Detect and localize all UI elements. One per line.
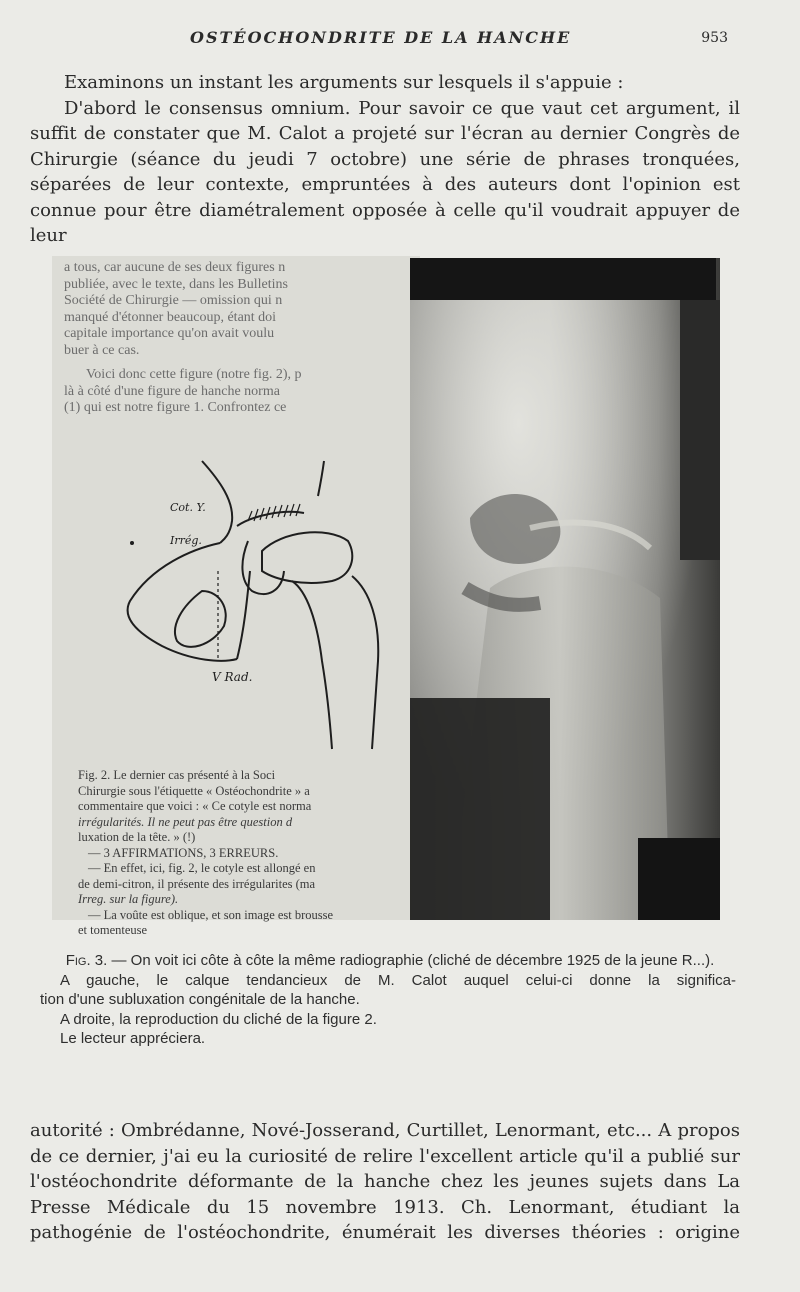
paragraph-3: autorité : Ombrédanne, Nové-Josserand, Curtillet, Lenormant, etc... A propos de ce dernier, j'ai eu la curiosité de relire l'excellent article qu'il a publié sur l'ostéochondrite déformante de la hanche chez les jeunes sujets dans La Presse Médicale du 15 novembre 1913. Ch. Lenormant, étudiant la pathogénie de l'ostéochondrite, énumérait les diverses théories : origine bbox=[30, 1120, 740, 1243]
sketch-label-irregularites: Irrég. bbox=[170, 534, 202, 547]
scan-text bbox=[64, 260, 414, 417]
scan-caption-line: luxation de la tête. » (!) bbox=[78, 830, 196, 844]
femur-shaft-left bbox=[292, 581, 332, 749]
sketch-label-v-rad: V Rad. bbox=[212, 670, 253, 684]
scan-text-line: là à côté d'une figure de hanche norma bbox=[64, 383, 280, 399]
scan-text-line: capitale importance qu'on avait voulu bbox=[64, 326, 275, 341]
caption-line: A gauche, le calque tendancieux de M. Calot auquel celui-ci donne la significa- bbox=[60, 971, 736, 989]
radiograph-image bbox=[410, 258, 720, 920]
pubis-outline bbox=[128, 543, 237, 661]
femur-shaft-right bbox=[352, 576, 378, 749]
scan-text-line: a tous, car aucune de ses deux figures n bbox=[64, 260, 286, 275]
xray-bottom-left-dark bbox=[410, 698, 550, 920]
figure-label: Fig. 3. bbox=[65, 952, 108, 969]
scan-caption bbox=[78, 768, 414, 939]
sketch-label-cotyle: Cot. Y. bbox=[170, 501, 206, 514]
figure-caption-main bbox=[40, 951, 740, 971]
acetabulum-roof bbox=[237, 512, 304, 526]
hip-tracing-sketch bbox=[52, 431, 420, 751]
scan-text-line: Société de Chirurgie — omission qui n bbox=[64, 293, 283, 308]
page-number: 953 bbox=[701, 30, 728, 46]
femoral-head bbox=[262, 532, 352, 583]
scan-text-line: buer à ce cas. bbox=[64, 342, 140, 358]
figure-caption-text: — On voit ici côte à côte la même radiographie (cliché de décembre 1925 de la jeune R...). bbox=[111, 952, 715, 969]
scan-caption-line: Fig. 2. Le dernier cas présenté à la Soci bbox=[78, 768, 276, 782]
caption-line: tion d'une subluxation congénitale de la hanche. bbox=[40, 991, 360, 1008]
scan-text-line: Voici donc cette figure (notre fig. 2), p bbox=[86, 367, 302, 382]
xray-top-band bbox=[410, 258, 716, 300]
scan-caption-line: — La voûte est oblique, et son image est brousse bbox=[88, 907, 334, 922]
running-header bbox=[0, 28, 800, 52]
scan-text-line: publiée, avec le texte, dans les Bulletins bbox=[64, 276, 288, 292]
caption-line: Le lecteur appréciera. bbox=[60, 1030, 206, 1047]
xray-right-shadow bbox=[680, 300, 720, 560]
scan-caption-line: Chirurgie sous l'étiquette « Ostéochondrite » a bbox=[78, 783, 310, 798]
scan-caption-line: de demi-citron, il présente des irrégularites (ma bbox=[78, 876, 316, 891]
scan-caption-line: — 3 AFFIRMATIONS, 3 ERREURS. bbox=[88, 845, 279, 860]
figure-caption bbox=[40, 951, 740, 1049]
sketch-dot bbox=[130, 541, 134, 545]
xray-bottom-right-block bbox=[638, 838, 720, 920]
ilium-right-line bbox=[318, 461, 324, 496]
top-text bbox=[30, 70, 740, 249]
running-title: OSTÉOCHONDRITE DE LA HANCHE bbox=[190, 28, 572, 47]
ilium-outline bbox=[202, 461, 232, 543]
scan-caption-line: — En effet, ici, fig. 2, le cotyle est allongé en bbox=[88, 861, 316, 875]
paragraph-2: D'abord le consensus omnium. Pour savoir ce que vaut cet argument, il suffit de constater que M. Calot a projeté sur l'écran au dernier Congrès de Chirurgie (séance du jeudi 7 octobre) une série de phrases tronquées, séparées de leur contexte, empruntées à des auteurs dont l'opinion est connue pour être diamétralement opposée à celle qu'il voudrait appuyer de leur bbox=[30, 97, 740, 246]
scan-text-line: (1) qui est notre figure 1. Confrontez ce bbox=[64, 400, 287, 415]
scan-caption-line: commentaire que voici : « Ce cotyle est norma bbox=[78, 799, 312, 813]
scan-caption-line: Irreg. sur la figure). bbox=[78, 892, 179, 906]
scan-caption-line: irrégularités. Il ne peut pas être question d bbox=[78, 814, 293, 829]
paragraph-1: Examinons un instant les arguments sur lesquels il s'appuie : bbox=[64, 72, 624, 93]
bottom-text bbox=[30, 1118, 740, 1246]
scan-caption-line: et tomenteuse bbox=[78, 923, 148, 937]
ischium-line bbox=[237, 571, 250, 659]
scanned-page-reproduction bbox=[52, 256, 420, 937]
caption-line: A droite, la reproduction du cliché de la figure 2. bbox=[60, 1010, 377, 1028]
scan-text-gap bbox=[64, 359, 414, 367]
figure-3 bbox=[52, 256, 720, 937]
scan-text-line: manqué d'étonner beaucoup, étant doi bbox=[64, 309, 277, 325]
